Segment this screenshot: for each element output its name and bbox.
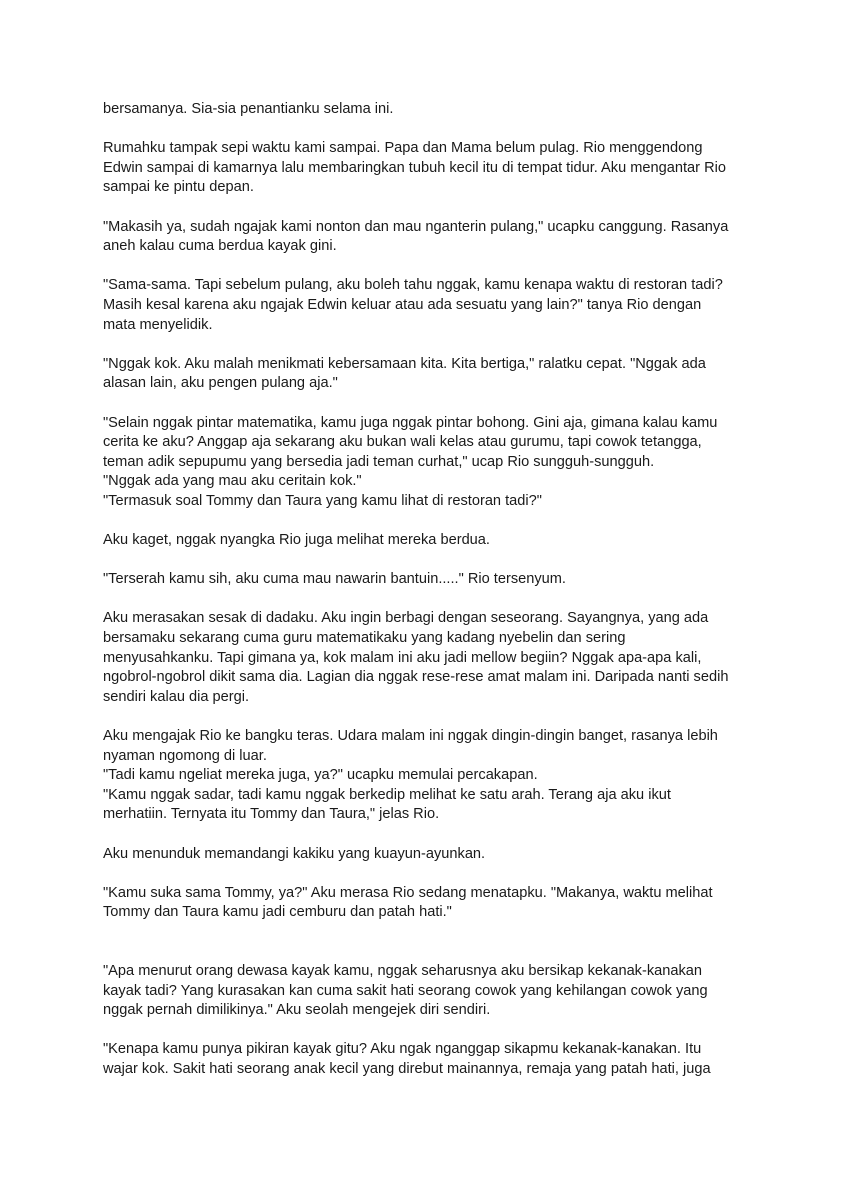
paragraph: "Sama-sama. Tapi sebelum pulang, aku boleh tahu nggak, kamu kenapa waktu di restoran tadi? Masih kesal karena aku ngajak Edwin keluar atau ada sesuatu yang lain?" tanya Rio dengan mata menyelidik. bbox=[103, 277, 723, 333]
paragraph: "Apa menurut orang dewasa kayak kamu, nggak seharusnya aku bersikap kekanak-kanakan kayak tadi? Yang kurasakan kan cuma sakit hati seorang cowok yang kehilangan cowok yang nggak pernah dimilikinya." Aku seolah mengejek diri sendiri. bbox=[103, 962, 708, 1019]
document-page bbox=[103, 100, 753, 1099]
paragraph: Aku mengajak Rio ke bangku teras. Udara malam ini nggak dingin-dingin banget, rasanya lebih nyaman ngomong di luar. "Tadi kamu ngeliat mereka juga, ya?" ucapku memulai percakapan. "Kamu nggak sadar, tadi kamu nggak berkedip melihat ke satu arah. Terang aja aku ikut merhatiin. Ternyata itu Tommy dan Taura," jelas Rio. bbox=[103, 728, 718, 823]
paragraph: Aku merasakan sesak di dadaku. Aku ingin berbagi dengan seseorang. Sayangnya, yang ada bersamaku sekarang cuma guru matematikaku yang kadang nyebelin dan sering menyusahkanku. Tapi gimana ya, kok malam ini aku jadi mellow begiin? Nggak apa-apa kali, ngobrol-ngobrol dikit sama dia. Lagian dia nggak rese-rese amat malam ini. Daripada nanti sedih sendiri kalau dia pergi. bbox=[103, 610, 729, 705]
paragraph: Aku kaget, nggak nyangka Rio juga melihat mereka berdua. bbox=[103, 532, 490, 549]
paragraph: "Makasih ya, sudah ngajak kami nonton dan mau nganterin pulang," ucapku canggung. Rasanya aneh kalau cuma berdua kayak gini. bbox=[103, 218, 729, 255]
paragraph: "Nggak kok. Aku malah menikmati kebersamaan kita. Kita bertiga," ralatku cepat. "Nggak ada alasan lain, aku pengen pulang aja." bbox=[103, 355, 706, 392]
paragraph: Aku menunduk memandangi kakiku yang kuayun-ayunkan. bbox=[103, 845, 486, 862]
paragraph: "Selain nggak pintar matematika, kamu juga nggak pintar bohong. Gini aja, gimana kalau kamu cerita ke aku? Anggap aja sekarang aku bukan wali kelas atau gurumu, tapi cowok tetangga, teman adik sepupumu yang bersedia jadi teman curhat," ucap Rio sungguh-sungguh. "Nggak ada yang mau aku ceritain kok." "Termasuk soal Tommy dan Taura yang kamu lihat di restoran tadi?" bbox=[103, 414, 718, 509]
paragraph: "Kamu suka sama Tommy, ya?" Aku merasa Rio sedang menatapku. "Makanya, waktu melihat Tommy dan Taura kamu jadi cemburu dan patah hati." bbox=[103, 884, 713, 921]
paragraph: Rumahku tampak sepi waktu kami sampai. Papa dan Mama belum pulag. Rio menggendong Edwin sampai di kamarnya lalu membaringkan tubuh kecil itu di tempat tidur. Aku mengantar Rio sampai ke pintu depan. bbox=[103, 140, 726, 196]
paragraph: "Terserah kamu sih, aku cuma mau nawarin bantuin....." Rio tersenyum. bbox=[103, 571, 566, 588]
paragraph: bersamanya. Sia-sia penantianku selama ini. bbox=[103, 101, 394, 117]
paragraph: "Kenapa kamu punya pikiran kayak gitu? Aku ngak nganggap sikapmu kekanak-kanakan. Itu wajar kok. Sakit hati seorang anak kecil yang direbut mainannya, remaja yang patah hati, juga bbox=[103, 1041, 711, 1077]
